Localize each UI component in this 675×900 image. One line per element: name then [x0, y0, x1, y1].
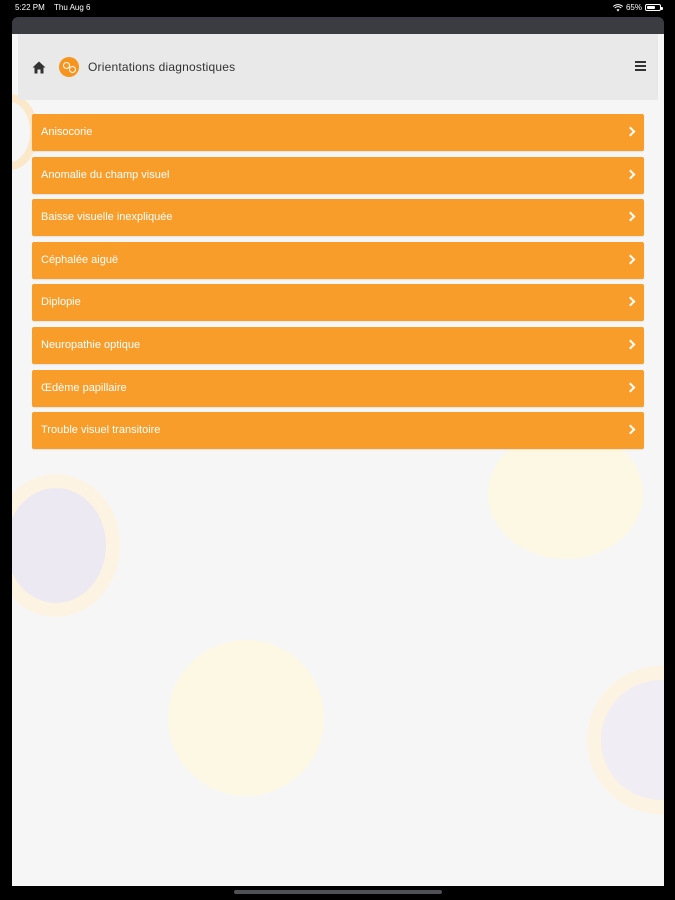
- battery-icon: [645, 4, 661, 11]
- chevron-right-icon: [626, 254, 636, 264]
- list-item-label: Baisse visuelle inexpliquée: [41, 211, 173, 224]
- app-logo-icon: [59, 57, 79, 77]
- status-bar: [0, 0, 675, 16]
- list-item-label: Neuropathie optique: [41, 338, 141, 351]
- status-time: 5:22 PM: [15, 3, 45, 12]
- chevron-right-icon: [626, 212, 636, 222]
- list-item-anisocorie[interactable]: [32, 114, 644, 151]
- chevron-right-icon: [626, 297, 636, 307]
- menu-icon[interactable]: [635, 61, 646, 71]
- list-item-label: Anomalie du champ visuel: [41, 168, 170, 181]
- list-item-oedeme-papillaire[interactable]: [32, 370, 644, 407]
- list-item-diplopie[interactable]: [32, 284, 644, 321]
- app-window: [12, 34, 664, 886]
- decor-circle: [587, 666, 664, 814]
- list-item-label: Œdème papillaire: [41, 381, 127, 394]
- wifi-icon: [613, 4, 623, 12]
- chevron-right-icon: [626, 425, 636, 435]
- diagnosis-list: [32, 114, 644, 455]
- status-date: Thu Aug 6: [54, 3, 91, 12]
- chevron-right-icon: [626, 127, 636, 137]
- list-item-anomalie-champ-visuel[interactable]: [32, 157, 644, 194]
- decor-circle: [168, 640, 324, 796]
- decor-circle: [12, 474, 120, 617]
- app-header: [18, 34, 658, 100]
- list-item-label: Anisocorie: [41, 126, 93, 138]
- chevron-right-icon: [626, 169, 636, 179]
- list-item-label: Diplopie: [41, 296, 81, 309]
- modal-sheet-top: [12, 17, 664, 34]
- list-item-label: Trouble visuel transitoire: [41, 424, 161, 437]
- list-item-trouble-visuel-transitoire[interactable]: [32, 412, 644, 449]
- list-item-label: Céphalée aiguë: [41, 253, 119, 266]
- status-right: [613, 3, 661, 12]
- battery-percent: 65%: [625, 3, 642, 12]
- chevron-right-icon: [626, 340, 636, 350]
- list-item-cephalee-aigue[interactable]: [32, 242, 644, 279]
- page-title: Orientations diagnostiques: [88, 60, 236, 74]
- list-item-baisse-visuelle[interactable]: [32, 199, 644, 236]
- chevron-right-icon: [626, 382, 636, 392]
- home-icon[interactable]: [32, 61, 46, 74]
- list-item-neuropathie-optique[interactable]: [32, 327, 644, 364]
- home-indicator[interactable]: [234, 890, 442, 894]
